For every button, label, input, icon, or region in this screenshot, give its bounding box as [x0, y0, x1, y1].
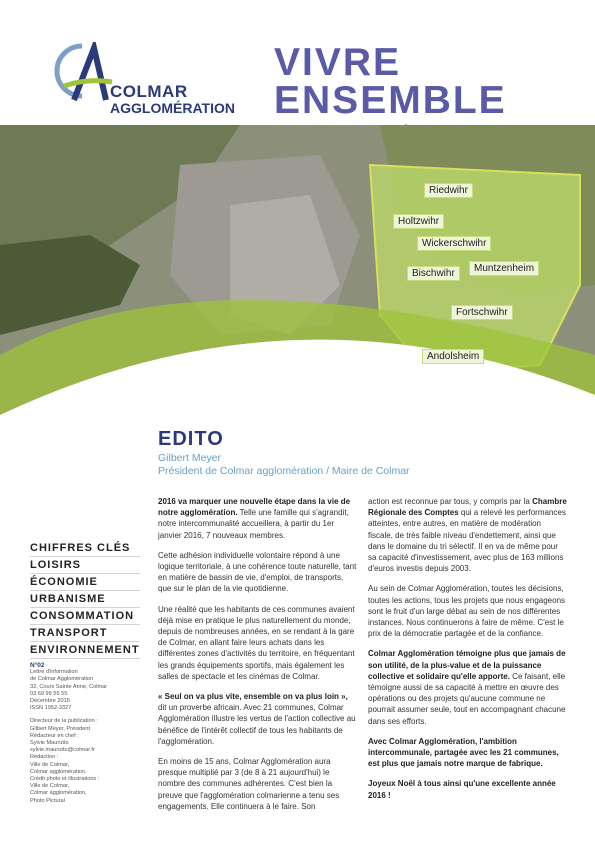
paragraph: Cette adhésion individuelle volontaire répond à une logique territoriale, à une cohérence toute naturelle, tant en matière de bassin de vie, d'emploi, de transports, que sur le plan de la vie quotidienne. — [158, 550, 357, 594]
edito-column-1 — [158, 496, 358, 821]
edito-column-2 — [368, 496, 568, 810]
info-line: 32, Cours Sainte Anne, Colmar — [30, 683, 108, 690]
info-line: Directeur de la publication : — [30, 718, 98, 725]
info-line: Colmar agglomération, — [30, 790, 87, 797]
info-line: Rédacteur en chef : — [30, 732, 79, 739]
masthead-title-line2: ENSEMBLE — [274, 79, 507, 122]
colmar-agglomeration-logo — [44, 42, 235, 122]
menu-item-environnement[interactable]: ENVIRONNEMENT — [30, 642, 140, 659]
info-line: de Colmar Agglomération — [30, 676, 94, 683]
aerial-map — [0, 125, 595, 415]
map-label-wickerschwihr: Wickerschwihr — [417, 236, 491, 251]
info-line: Rédaction : — [30, 754, 59, 761]
info-line: Lettre d'information — [30, 669, 78, 676]
logo-text-colmar: COLMAR — [110, 82, 188, 101]
masthead-title-line1: VIVRE — [274, 41, 402, 84]
sections-menu — [30, 540, 140, 659]
menu-item-economie[interactable]: ÉCONOMIE — [30, 574, 140, 591]
paragraph: 2016 va marquer une nouvelle étape dans la vie de notre agglomération. Telle une famille qui s'agrandit, notre intercommunalité accueillera, à partir du 1er janvier 2016, 7 nouveaux membres. — [158, 497, 351, 540]
paragraph: Une réalité que les habitants de ces communes avaient déjà mise en pratique le plus naturellement du monde, depuis de nombreuses années, en se rendant à la gare de Colmar, en allant faire leurs achats dans les différentes zones d'activités du territoire, en fréquentant les grands équipements sportifs, mais également les salles de spectacle et les cinémas de Colmar. — [158, 604, 355, 681]
map-label-muntzenheim: Muntzenheim — [469, 261, 539, 276]
issue-number: N°02 — [30, 662, 45, 669]
info-line: 03 69 99 55 55 — [30, 690, 68, 697]
paragraph: Joyeux Noël à tous ainsi qu'une excellente année 2016 ! — [368, 779, 556, 800]
masthead-title — [274, 41, 574, 122]
info-line: Ville de Colmar, — [30, 761, 70, 768]
menu-item-transport[interactable]: TRANSPORT — [30, 625, 140, 642]
paragraph: Au sein de Colmar Agglomération, toutes les décisions, toutes les actions, tous les projets que nous engageons sont le fruit d'un large débat au sein de nos différentes instances. Nous continuerons à faire de même. C'est le prix de la démocratie partagée et de la confiance. — [368, 584, 566, 639]
map-label-bischwihr: Bischwihr — [407, 266, 460, 281]
paragraph: « Seul on va plus vite, ensemble on va plus loin », dit un proverbe africain. Avec 21 communes, Colmar Agglomération illustre les vertus de l'action collective au bénéfice de l'intérêt collectif de tous les habitants de l'agglomération. — [158, 692, 356, 746]
edito-heading: EDITO — [158, 428, 224, 450]
publication-info — [30, 662, 150, 805]
publication-info-lines — [30, 669, 150, 805]
map-label-andolsheim: Andolsheim — [422, 349, 484, 364]
info-line: Décembre 2015 — [30, 698, 70, 705]
info-line: sylvie.maurutto@colmar.fr — [30, 747, 95, 754]
menu-item-urbanisme[interactable]: URBANISME — [30, 591, 140, 608]
paragraph: action est reconnue par tous, y compris par la Chambre Régionale des Comptes qui a relevé les performances atteintes, entre autres, en matière de modération fiscale, de très faible niveau d'endettement, ainsi que dans le domaine du tri sélectif. Il en va de même pour sa capacité d'investissement, avec plus de 163 millions d'euros investis depuis 2003. — [368, 497, 567, 574]
info-line: Crédit photo et illustrations : — [30, 776, 100, 783]
info-line: ISSN 1952-3327 — [30, 705, 72, 712]
paragraph: Avec Colmar Agglomération, l'ambition intercommunale, partagée avec les 21 communes, est plus que jamais notre marque de fabrique. — [368, 736, 559, 769]
paragraph: En moins de 15 ans, Colmar Agglomération aura presque multiplié par 3 (de 8 à 21 aujourd'hui) le nombre des communes adhérentes. C'est bien la preuve que l'agglomération colmarienne a tenu ses engagements. Elle continuera à le faire. Son — [158, 757, 340, 811]
info-line: Photo Pictural — [30, 797, 65, 804]
info-line: Gilbert Meyer, Président — [30, 725, 91, 732]
menu-item-loisirs[interactable]: LOISIRS — [30, 557, 140, 574]
map-label-holtzwihr: Holtzwihr — [393, 214, 444, 229]
info-line: Sylvie Maurutto — [30, 740, 69, 747]
edito-author-role: Président de Colmar agglomération / Maire de Colmar — [158, 465, 410, 477]
menu-item-consommation[interactable]: CONSOMMATION — [30, 608, 140, 625]
info-line: Colmar agglomération. — [30, 768, 87, 775]
map-label-riedwihr: Riedwihr — [424, 183, 473, 198]
edito-author: Gilbert Meyer — [158, 452, 222, 464]
paragraph: Colmar Agglomération témoigne plus que jamais de son utilité, de la plus-value et de la puissance collective et solidaire qu'elle apporte. Ce faisant, elle témoigne aussi de sa capacité à mettre en œuvre des opérations ou des projets qu'aucune commune ne pourrait assumer seule, tout en accompagnant chacune dans ses efforts. — [368, 649, 566, 726]
logo-text-agglomeration: AGGLOMÉRATION — [110, 100, 235, 116]
info-line: Ville de Colmar, — [30, 783, 70, 790]
map-label-fortschwihr: Fortschwihr — [451, 305, 513, 320]
menu-item-chiffres-cles[interactable]: CHIFFRES CLÉS — [30, 540, 140, 557]
